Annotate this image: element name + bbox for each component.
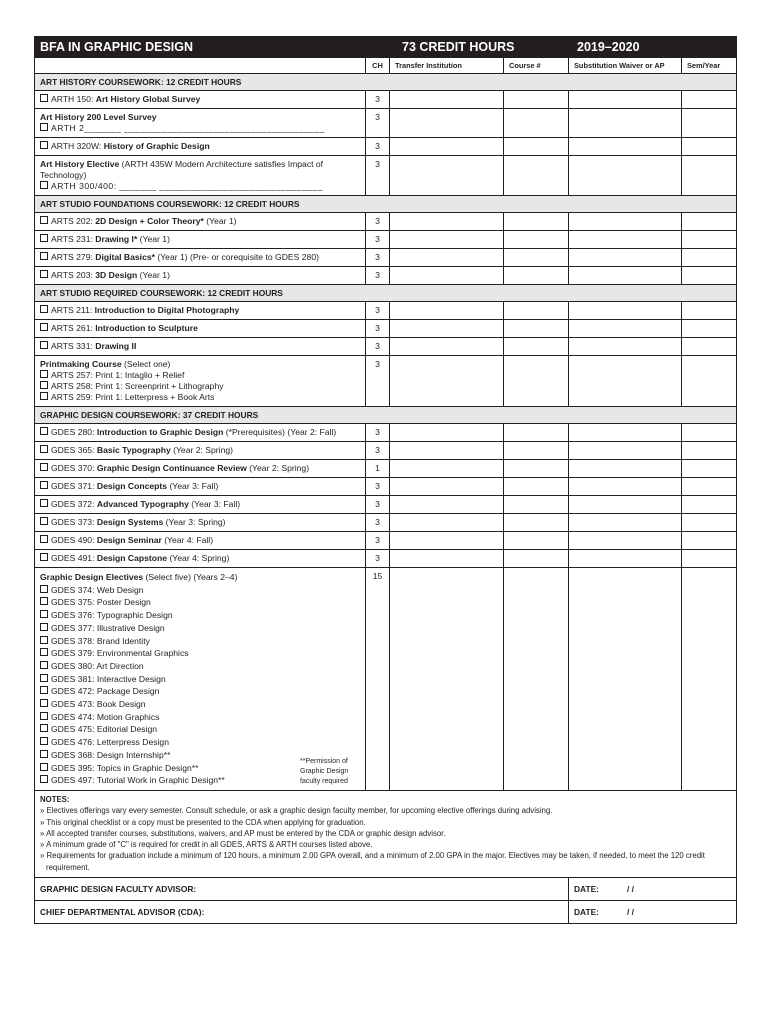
- course-number-input[interactable]: [504, 356, 569, 407]
- transfer-column-header: Transfer Institution: [390, 58, 504, 74]
- course-number-input[interactable]: [504, 302, 569, 320]
- checkbox[interactable]: [40, 535, 48, 543]
- sem-year-input[interactable]: [682, 109, 737, 138]
- checkbox[interactable]: [40, 636, 48, 644]
- option-item: GDES 374: Web Design: [40, 584, 361, 597]
- chief-advisor-signature-field[interactable]: CHIEF DEPARTMENTAL ADVISOR (CDA):: [35, 901, 569, 924]
- permission-note: **Permission of Graphic Design faculty required: [300, 757, 349, 785]
- substitution-input[interactable]: [569, 424, 682, 442]
- credit-hours-cell: 3: [366, 550, 390, 568]
- checkbox[interactable]: [40, 499, 48, 507]
- credit-hours-cell: 3: [366, 424, 390, 442]
- option-item: ARTS 259: Print 1: Letterpress + Book Arts: [40, 392, 361, 403]
- course-description: Graphic Design Electives (Select five) (Years 2–4) GDES 374: Web Design GDES 375: Poster Design GDES 376: Typographic Design GDES 377: Illustrative Design GDES 378: Brand Identity GDES 379: Environmental Graphics GDES 380: Art Direction GDES 381: Interactive Design GDES 472: Package Design GDES 473: Book Design GDES 474: Motion Graphics GDES 475: Editorial Design GDES 476: Letterpress Design GDES 368: Design Internship** GDES 395: Topics in Graphic Design** GDES 497: Tutorial Work in Graphic Design** **Permission of Graphic Design faculty required: [35, 568, 366, 791]
- credit-hours-cell: 3: [366, 496, 390, 514]
- course-description: GDES 371: Design Concepts (Year 3: Fall): [35, 478, 366, 496]
- credit-hours-cell: 3: [366, 267, 390, 285]
- sem-year-input[interactable]: [682, 267, 737, 285]
- option-item: ARTS 258: Print 1: Screenprint + Lithography: [40, 381, 361, 392]
- substitution-input[interactable]: [569, 442, 682, 460]
- transfer-input[interactable]: [390, 138, 504, 156]
- transfer-input[interactable]: [390, 231, 504, 249]
- degree-checklist-table: [34, 36, 737, 924]
- credit-hours-total: 73 CREDIT HOURS: [390, 37, 569, 58]
- course-number-input[interactable]: [504, 213, 569, 231]
- note-item: » A minimum grade of "C" is required for credit in all GDES, ARTS & ARTH courses listed above.: [40, 840, 373, 850]
- option-item: GDES 381: Interactive Design: [40, 673, 361, 686]
- transfer-input[interactable]: [390, 156, 504, 196]
- section-art-history: ART HISTORY COURSEWORK: 12 CREDIT HOURS: [35, 74, 737, 91]
- course-description: ARTH 320W: History of Graphic Design: [35, 138, 366, 156]
- course-description: GDES 490: Design Seminar (Year 4: Fall): [35, 532, 366, 550]
- sem-year-input[interactable]: [682, 231, 737, 249]
- course-row: [35, 356, 737, 407]
- course-row: [35, 91, 737, 109]
- course-number-input[interactable]: [504, 231, 569, 249]
- sem-year-input[interactable]: [682, 302, 737, 320]
- substitution-input[interactable]: [569, 532, 682, 550]
- option-item: GDES 474: Motion Graphics: [40, 711, 361, 724]
- transfer-input[interactable]: [390, 249, 504, 267]
- option-item: GDES 472: Package Design: [40, 685, 361, 698]
- sem-year-input[interactable]: [682, 478, 737, 496]
- transfer-input[interactable]: [390, 478, 504, 496]
- course-number-input[interactable]: [504, 138, 569, 156]
- note-item: » Electives offerings vary every semester. Consult schedule, or ask a graphic design faculty member, for upcoming elective offerings during advising.: [40, 806, 553, 816]
- substitution-input[interactable]: [569, 514, 682, 532]
- checkbox[interactable]: [40, 750, 48, 758]
- substitution-input[interactable]: [569, 320, 682, 338]
- course-number-input[interactable]: [504, 514, 569, 532]
- substitution-input[interactable]: [569, 356, 682, 407]
- program-title: BFA IN GRAPHIC DESIGN: [35, 37, 390, 58]
- credit-hours-cell: 3: [366, 320, 390, 338]
- sem-year-input[interactable]: [682, 138, 737, 156]
- course-row: [35, 156, 737, 196]
- checklist-sheet: [34, 36, 736, 924]
- substitution-input[interactable]: [569, 213, 682, 231]
- transfer-input[interactable]: [390, 267, 504, 285]
- course-row: [35, 550, 737, 568]
- course-row: [35, 231, 737, 249]
- sem-year-input[interactable]: [682, 356, 737, 407]
- checkbox[interactable]: [40, 585, 48, 593]
- course-description: ARTS 202: 2D Design + Color Theory* (Year 1): [35, 213, 366, 231]
- checkbox[interactable]: [40, 305, 48, 313]
- course-number-input[interactable]: [504, 478, 569, 496]
- transfer-input[interactable]: [390, 514, 504, 532]
- course-number-input[interactable]: [504, 460, 569, 478]
- sem-year-input[interactable]: [682, 496, 737, 514]
- credit-hours-cell: 3: [366, 156, 390, 196]
- transfer-input[interactable]: [390, 568, 504, 791]
- substitution-input[interactable]: [569, 156, 682, 196]
- credit-hours-cell: 3: [366, 338, 390, 356]
- course-description: ARTH 150: Art History Global Survey: [35, 91, 366, 109]
- substitution-input[interactable]: [569, 550, 682, 568]
- course-description: ARTS 261: Introduction to Sculpture: [35, 320, 366, 338]
- sem-year-input[interactable]: [682, 338, 737, 356]
- substitution-input[interactable]: [569, 109, 682, 138]
- transfer-input[interactable]: [390, 532, 504, 550]
- course-description: ARTS 231: Drawing I* (Year 1): [35, 231, 366, 249]
- substitution-input[interactable]: [569, 91, 682, 109]
- course-number-input[interactable]: [504, 267, 569, 285]
- substitution-input[interactable]: [569, 267, 682, 285]
- credit-hours-cell: 3: [366, 514, 390, 532]
- checkbox[interactable]: [40, 737, 48, 745]
- credit-hours-cell: 3: [366, 231, 390, 249]
- sem-year-input[interactable]: [682, 320, 737, 338]
- sem-year-input[interactable]: [682, 424, 737, 442]
- credit-hours-cell: 15: [366, 568, 390, 791]
- checkbox[interactable]: [40, 686, 48, 694]
- checkbox[interactable]: [40, 712, 48, 720]
- option-item: GDES 395: Topics in Graphic Design**: [40, 762, 361, 775]
- course-row: [35, 249, 737, 267]
- course-number-input[interactable]: [504, 338, 569, 356]
- option-item: GDES 377: Illustrative Design: [40, 622, 361, 635]
- course-row: [35, 442, 737, 460]
- chief-advisor-signature-row: [35, 901, 737, 924]
- substitution-input[interactable]: [569, 231, 682, 249]
- section-studio-required: ART STUDIO REQUIRED COURSEWORK: 12 CREDIT HOURS: [35, 285, 737, 302]
- credit-hours-cell: 3: [366, 91, 390, 109]
- course-description: GDES 365: Basic Typography (Year 2: Spring): [35, 442, 366, 460]
- course-description: ARTS 331: Drawing II: [35, 338, 366, 356]
- checkbox[interactable]: [40, 610, 48, 618]
- option-item: GDES 376: Typographic Design: [40, 609, 361, 622]
- checkbox[interactable]: [40, 763, 48, 771]
- checkbox[interactable]: [40, 370, 48, 378]
- ch-column-header: CH: [366, 58, 390, 74]
- credit-hours-cell: 3: [366, 138, 390, 156]
- course-row: [35, 213, 737, 231]
- checkbox[interactable]: [40, 648, 48, 656]
- checkbox[interactable]: [40, 341, 48, 349]
- course-number-input[interactable]: [504, 496, 569, 514]
- option-item: GDES 378: Brand Identity: [40, 635, 361, 648]
- faculty-advisor-signature-field[interactable]: GRAPHIC DESIGN FACULTY ADVISOR:: [35, 878, 569, 901]
- course-row: [35, 338, 737, 356]
- checkbox[interactable]: [40, 123, 48, 131]
- chief-advisor-date-field[interactable]: DATE: / /: [569, 901, 737, 924]
- checkbox[interactable]: [40, 216, 48, 224]
- transfer-input[interactable]: [390, 302, 504, 320]
- course-number-input[interactable]: [504, 568, 569, 791]
- title-bar: [35, 37, 737, 58]
- section-studio-foundations: ART STUDIO FOUNDATIONS COURSEWORK: 12 CREDIT HOURS: [35, 196, 737, 213]
- checkbox[interactable]: [40, 724, 48, 732]
- credit-hours-cell: 1: [366, 460, 390, 478]
- option-item: GDES 368: Design Internship**: [40, 749, 361, 762]
- checkbox[interactable]: [40, 699, 48, 707]
- sem-year-input[interactable]: [682, 514, 737, 532]
- sem-year-input[interactable]: [682, 568, 737, 791]
- transfer-input[interactable]: [390, 213, 504, 231]
- credit-hours-cell: 3: [366, 356, 390, 407]
- checkbox[interactable]: [40, 623, 48, 631]
- course-description: ARTS 203: 3D Design (Year 1): [35, 267, 366, 285]
- notes-section: [35, 790, 737, 877]
- note-item: » Requirements for graduation include a minimum of 120 hours, a minimum 2.00 GPA overall, and a minimum of 2.00 GPA in the major. Electives may be taken, if needed, to meet the 120 credit requirement.: [40, 851, 705, 872]
- credit-hours-cell: 3: [366, 249, 390, 267]
- substitution-input[interactable]: [569, 338, 682, 356]
- checkbox[interactable]: [40, 234, 48, 242]
- course-row: [35, 302, 737, 320]
- sem-year-input[interactable]: [682, 91, 737, 109]
- substitution-input[interactable]: [569, 249, 682, 267]
- sem-year-input[interactable]: [682, 460, 737, 478]
- substitution-input[interactable]: [569, 478, 682, 496]
- checkbox[interactable]: [40, 252, 48, 260]
- course-description: GDES 370: Graphic Design Continuance Review (Year 2: Spring): [35, 460, 366, 478]
- credit-hours-cell: 3: [366, 478, 390, 496]
- sem-year-input[interactable]: [682, 532, 737, 550]
- course-number-input[interactable]: [504, 550, 569, 568]
- substitution-input[interactable]: [569, 496, 682, 514]
- course-number-input[interactable]: [504, 91, 569, 109]
- credit-hours-cell: 3: [366, 442, 390, 460]
- option-item: GDES 375: Poster Design: [40, 596, 361, 609]
- checkbox[interactable]: [40, 94, 48, 102]
- course-row: [35, 424, 737, 442]
- course-row: [35, 320, 737, 338]
- note-item: » This original checklist or a copy must be presented to the CDA when applying for graduation.: [40, 817, 366, 827]
- checkbox[interactable]: [40, 775, 48, 783]
- course-description: GDES 280: Introduction to Graphic Design (*Prerequisites) (Year 2: Fall): [35, 424, 366, 442]
- substitution-input[interactable]: [569, 460, 682, 478]
- course-number-input[interactable]: [504, 320, 569, 338]
- course-description: ARTS 211: Introduction to Digital Photography: [35, 302, 366, 320]
- checkbox[interactable]: [40, 463, 48, 471]
- option-item: GDES 473: Book Design: [40, 698, 361, 711]
- credit-hours-cell: 3: [366, 213, 390, 231]
- credit-hours-cell: 3: [366, 109, 390, 138]
- course-row: [35, 514, 737, 532]
- checkbox[interactable]: [40, 674, 48, 682]
- sem-year-input[interactable]: [682, 442, 737, 460]
- notes-title: NOTES:: [40, 794, 70, 804]
- checkbox[interactable]: [40, 597, 48, 605]
- section-graphic-design: GRAPHIC DESIGN COURSEWORK: 37 CREDIT HOURS: [35, 407, 737, 424]
- course-description: Art History 200 Level Survey ARTH 2_______ ______________________________________: [35, 109, 366, 138]
- course-description: Printmaking Course (Select one) ARTS 257: Print 1: Intaglio + Relief ARTS 258: Print 1: Screenprint + Lithography ARTS 259: Print 1: Letterpress + Book Arts: [35, 356, 366, 407]
- option-item: GDES 379: Environmental Graphics: [40, 647, 361, 660]
- option-item: GDES 476: Letterpress Design: [40, 736, 361, 749]
- checkbox[interactable]: [40, 481, 48, 489]
- checkbox[interactable]: [40, 323, 48, 331]
- credit-hours-cell: 3: [366, 532, 390, 550]
- transfer-input[interactable]: [390, 550, 504, 568]
- course-row: [35, 138, 737, 156]
- column-headers: [35, 58, 737, 74]
- course-number-input[interactable]: [504, 532, 569, 550]
- course-description: GDES 373: Design Systems (Year 3: Spring): [35, 514, 366, 532]
- course-number-input[interactable]: [504, 442, 569, 460]
- checkbox[interactable]: [40, 181, 48, 189]
- course-column-header: [35, 58, 366, 74]
- transfer-input[interactable]: [390, 496, 504, 514]
- course-number-column-header: Course #: [504, 58, 569, 74]
- faculty-advisor-signature-row: [35, 878, 737, 901]
- option-item: GDES 475: Editorial Design: [40, 723, 361, 736]
- checkbox[interactable]: [40, 445, 48, 453]
- checkbox[interactable]: [40, 270, 48, 278]
- course-number-input[interactable]: [504, 249, 569, 267]
- course-description: GDES 372: Advanced Typography (Year 3: Fall): [35, 496, 366, 514]
- sem-year-input[interactable]: [682, 213, 737, 231]
- option-item: GDES 497: Tutorial Work in Graphic Design**: [40, 774, 361, 787]
- course-number-input[interactable]: [504, 156, 569, 196]
- faculty-advisor-date-field[interactable]: DATE: / /: [569, 878, 737, 901]
- course-row: [35, 568, 737, 791]
- sem-year-input[interactable]: [682, 550, 737, 568]
- transfer-input[interactable]: [390, 460, 504, 478]
- catalog-year: 2019–2020: [569, 37, 737, 58]
- checkbox[interactable]: [40, 661, 48, 669]
- option-item: ARTS 257: Print 1: Intaglio + Relief: [40, 370, 361, 381]
- checkbox[interactable]: [40, 427, 48, 435]
- substitution-input[interactable]: [569, 138, 682, 156]
- substitution-input[interactable]: [569, 302, 682, 320]
- course-description: Art History Elective (ARTH 435W Modern Architecture satisfies Impact of Technology) ARTH 300/400: _______ _______________________________: [35, 156, 366, 196]
- substitution-column-header: Substitution Waiver or AP: [569, 58, 682, 74]
- checkbox[interactable]: [40, 141, 48, 149]
- transfer-input[interactable]: [390, 91, 504, 109]
- course-row: [35, 267, 737, 285]
- transfer-input[interactable]: [390, 442, 504, 460]
- course-row: [35, 478, 737, 496]
- credit-hours-cell: 3: [366, 302, 390, 320]
- course-description: ARTS 279: Digital Basics* (Year 1) (Pre- or corequisite to GDES 280): [35, 249, 366, 267]
- note-item: » All accepted transfer courses, substitutions, waivers, and AP must be entered by the CDA or graphic design advisor.: [40, 828, 446, 838]
- checkbox[interactable]: [40, 392, 48, 400]
- transfer-input[interactable]: [390, 109, 504, 138]
- course-description: GDES 491: Design Capstone (Year 4: Spring): [35, 550, 366, 568]
- course-row: [35, 109, 737, 138]
- course-row: [35, 496, 737, 514]
- transfer-input[interactable]: [390, 338, 504, 356]
- transfer-input[interactable]: [390, 356, 504, 407]
- sem-year-input[interactable]: [682, 249, 737, 267]
- substitution-input[interactable]: [569, 568, 682, 791]
- course-row: [35, 532, 737, 550]
- sem-year-column-header: Sem/Year: [682, 58, 737, 74]
- checkbox[interactable]: [40, 381, 48, 389]
- option-item: GDES 380: Art Direction: [40, 660, 361, 673]
- course-number-input[interactable]: [504, 424, 569, 442]
- sem-year-input[interactable]: [682, 156, 737, 196]
- transfer-input[interactable]: [390, 320, 504, 338]
- course-number-input[interactable]: [504, 109, 569, 138]
- checkbox[interactable]: [40, 553, 48, 561]
- transfer-input[interactable]: [390, 424, 504, 442]
- checkbox[interactable]: [40, 517, 48, 525]
- course-row: [35, 460, 737, 478]
